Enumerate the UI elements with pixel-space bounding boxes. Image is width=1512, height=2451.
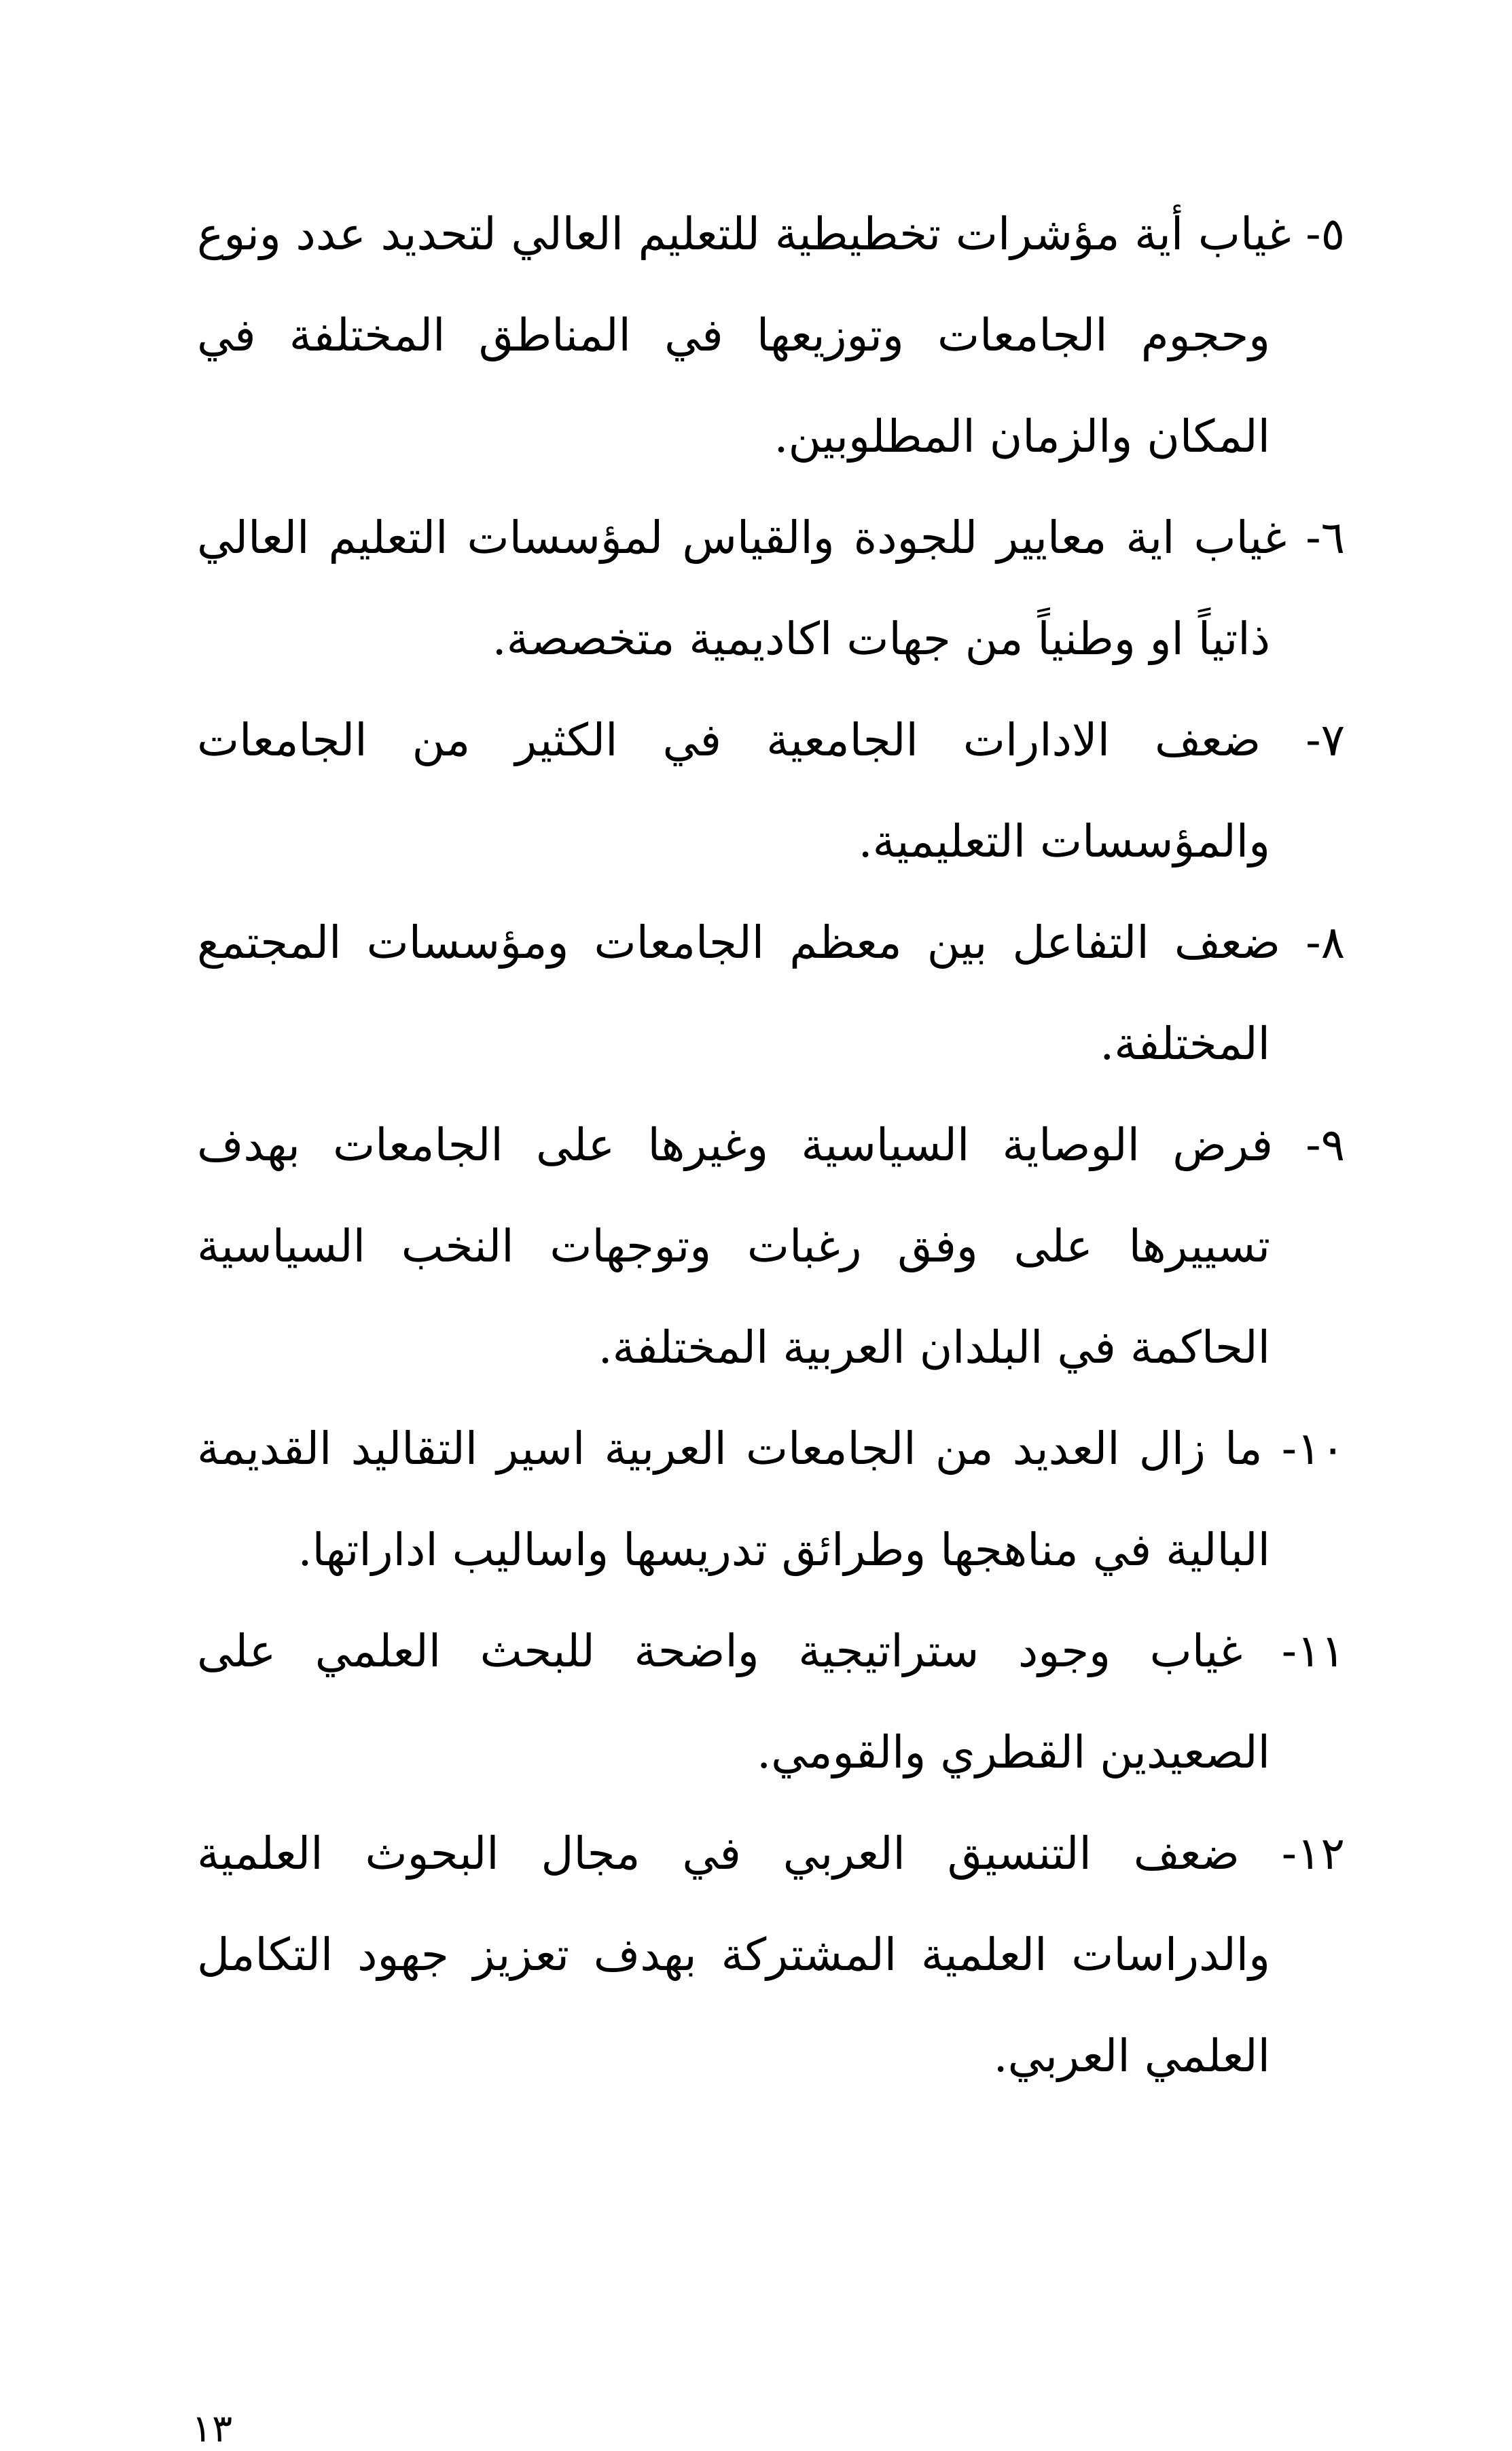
- item-number: ١١: [1297, 1625, 1346, 1677]
- item-separator: -: [1239, 1827, 1297, 1880]
- list-item: [197, 1398, 1345, 1600]
- item-number: ٩: [1320, 1119, 1346, 1171]
- item-separator: -: [1242, 1625, 1297, 1677]
- item-text: غياب أية مؤشرات تخطيطية للتعليم العالي لتحديد عدد ونوع وحجوم الجامعات وتوزيعها في المناطق المختلفة في المكان والزمان المطلوبين.: [197, 208, 1291, 463]
- item-separator: -: [1261, 714, 1321, 766]
- item-number: ٥: [1320, 208, 1346, 260]
- item-number: ١٢: [1297, 1827, 1345, 1880]
- item-text: ضعف التنسيق العربي في مجال البحوث العلمية والدراسات العلمية المشتركة بهدف تعزيز جهود التكامل العلمي العربي.: [197, 1827, 1270, 2082]
- item-number: ١٠: [1297, 1423, 1345, 1475]
- item-text: غياب وجود ستراتيجية واضحة للبحث العلمي على الصعيدين القطري والقومي.: [197, 1625, 1270, 1778]
- list-item: [197, 690, 1345, 892]
- list-item: [197, 1094, 1345, 1398]
- item-text: غياب اية معايير للجودة والقياس لمؤسسات التعليم العالي ذاتياً او وطنياً من جهات اكاديمية متخصصة.: [197, 512, 1287, 665]
- list-item: [197, 487, 1345, 690]
- item-text: ضعف التفاعل بين معظم الجامعات ومؤسسات المجتمع المختلفة.: [197, 916, 1281, 1070]
- item-separator: -: [1273, 1119, 1321, 1171]
- list-item: [197, 1803, 1345, 2107]
- item-separator: -: [1262, 1423, 1297, 1475]
- item-separator: -: [1291, 208, 1321, 260]
- item-separator: -: [1286, 512, 1321, 564]
- page-number: ١٣: [192, 2407, 233, 2451]
- item-text: ما زال العديد من الجامعات العربية اسير التقاليد القديمة البالية في مناهجها وطرائق تدريسها واساليب اداراتها.: [197, 1423, 1270, 1576]
- item-text: ضعف الادارات الجامعية في الكثير من الجامعات والمؤسسات التعليمية.: [197, 714, 1270, 867]
- item-number: ٨: [1320, 916, 1346, 969]
- item-number: ٦: [1320, 512, 1346, 564]
- item-text: فرض الوصاية السياسية وغيرها على الجامعات بهدف تسييرها على وفق رغبات وتوجهات النخب السياسية الحاكمة في البلدان العربية المختلفة.: [197, 1119, 1273, 1374]
- list-item: [197, 1600, 1345, 1803]
- item-number: ٧: [1320, 714, 1346, 766]
- numbered-list: [197, 183, 1345, 2107]
- list-item: [197, 183, 1345, 487]
- item-separator: -: [1280, 916, 1321, 969]
- list-item: [197, 892, 1345, 1094]
